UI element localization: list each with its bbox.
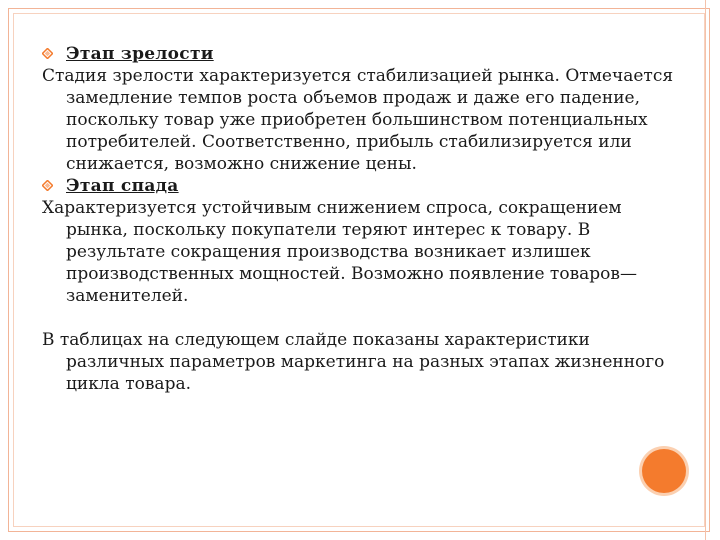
slide-right-rule: [705, 0, 706, 540]
section-heading-text: Этап зрелости: [66, 44, 214, 64]
section-body-decline: Характеризуется устойчивым снижением спроса, сокращением рынка, поскольку покупатели теряют интерес к товару. В результате сокращения производства возникает излишек производственных мощностей. Возможно появление товаров—заменителей.: [42, 198, 637, 306]
section-heading-text: Этап спада: [66, 176, 179, 196]
diamond-bullet-icon: [42, 180, 53, 191]
section-body-maturity: Стадия зрелости характеризуется стабилизацией рынка. Отмечается замедление темпов роста объемов продаж и даже его падение, поскольку товар уже приобретен большинством потенциальных потребителей. Соответственно, прибыль стабилизируется или снижается, возможно снижение цены.: [42, 66, 674, 174]
slide-content: [42, 43, 682, 395]
section-heading-maturity: [42, 43, 682, 65]
section-heading-decline: [42, 175, 682, 197]
orange-circle-decoration: [642, 449, 686, 493]
slide-note: В таблицах на следующем слайде показаны характеристики различных параметров маркетинга на разных этапах жизненного цикла товара.: [42, 330, 665, 394]
diamond-bullet-icon: [42, 48, 53, 59]
